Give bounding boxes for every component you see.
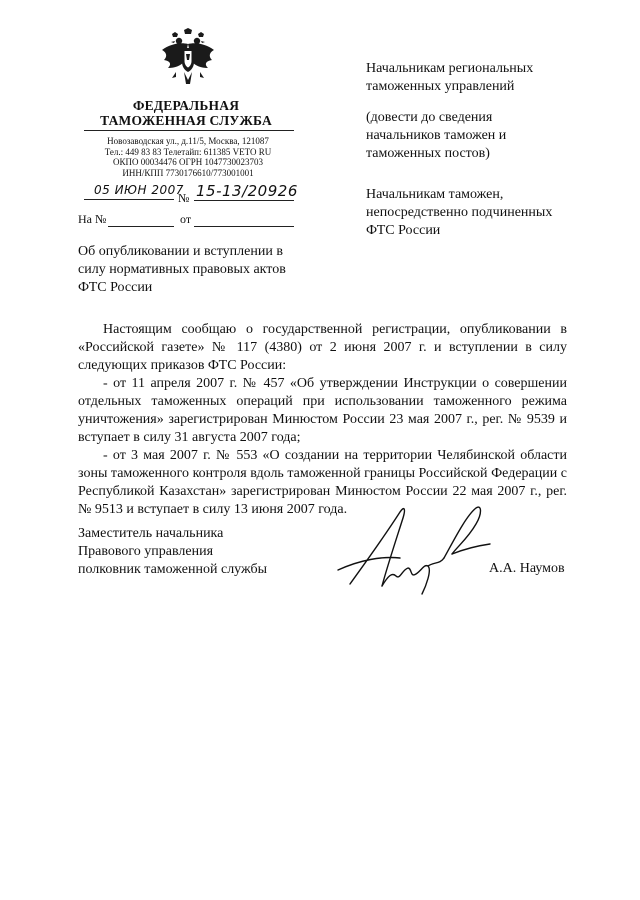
body-paragraph-intro: Настоящим сообщаю о государственной регистрации, опубликовании в «Российской газете» № 117 (4380) от 2 июня 2007 г. и вступлении в силу следующих приказов ФТС России: (78, 322, 567, 373)
contact-okpo: ОКПО 00034476 ОГРН 1047730023703 (113, 157, 263, 167)
header-rule (84, 130, 294, 131)
reply-number-label: На № (78, 212, 107, 226)
signer-name: А.А. Наумов (489, 561, 565, 576)
addressee-note (366, 109, 616, 163)
reply-date-line (194, 226, 294, 227)
contact-address: Новозаводская ул., д.11/5, Москва, 121087 (107, 136, 269, 146)
signer-title (78, 525, 318, 579)
addressee-note-line-1: (довести до сведения (366, 110, 493, 125)
outgoing-date: 05 ИЮН 2007 (94, 183, 184, 197)
addressee-regional-line-2: таможенных управлений (366, 79, 515, 94)
outgoing-number: 15-13/20926 (196, 182, 298, 200)
addressee-regional-line-1: Начальникам региональных (366, 61, 534, 76)
contact-inn: ИНН/КПП 7730176610/773001001 (122, 167, 254, 178)
body-paragraph-order-553: - от 3 мая 2007 г. № 553 «О создании на территории Челябинской области зоны таможенного контроля вдоль таможенной границы Российской Федерации с Республикой Казахстан» зарегистрирован Минюстом России 22 мая 2007 г., рег. № 9513 и вступает в силу 13 июня 2007 года. (78, 448, 567, 517)
number-underline (194, 200, 294, 201)
addressee-customs (366, 186, 616, 240)
reply-number-line (108, 226, 174, 227)
number-label: № (178, 191, 190, 205)
handwritten-signature-icon (330, 500, 495, 600)
subject-line-3: ФТС России (78, 280, 153, 295)
addressee-regional (366, 60, 616, 96)
addressee-customs-line-1: Начальникам таможен, (366, 187, 504, 202)
addressee-note-line-2: начальников таможен и (366, 128, 507, 143)
organization-name (86, 98, 286, 128)
letter-subject (78, 243, 308, 297)
subject-line-2: силу нормативных правовых актов (78, 262, 286, 277)
addressee-customs-line-3: ФТС России (366, 223, 441, 238)
double-headed-eagle-emblem-icon (158, 28, 218, 90)
letter-body (78, 321, 567, 519)
signer-title-line-1: Заместитель начальника (78, 526, 224, 541)
body-paragraph-order-457: - от 11 апреля 2007 г. № 457 «Об утверждении Инструкции о совершении отдельных таможенных операций при использовании таможенного режима уничтожения» зарегистрирован Минюстом России 23 мая 2007 г., рег. № 9539 и вступает в силу 31 августа 2007 года; (78, 376, 567, 445)
date-underline (84, 199, 174, 200)
contact-block (88, 136, 288, 178)
signer-title-line-2: Правового управления (78, 544, 214, 559)
addressee-note-line-3: таможенных постов) (366, 146, 490, 161)
contact-phone: Тел.: 449 83 83 Телетайп: 611385 VETO RU (104, 146, 272, 157)
signer-title-line-3: полковник таможенной службы (78, 562, 268, 577)
reply-from-label: от (180, 212, 192, 226)
addressee-customs-line-2: непосредственно подчиненных (366, 205, 553, 220)
org-line-2: ТАМОЖЕННАЯ СЛУЖБА (100, 113, 272, 128)
org-line-1: ФЕДЕРАЛЬНАЯ (132, 98, 240, 113)
subject-line-1: Об опубликовании и вступлении в (78, 244, 283, 259)
